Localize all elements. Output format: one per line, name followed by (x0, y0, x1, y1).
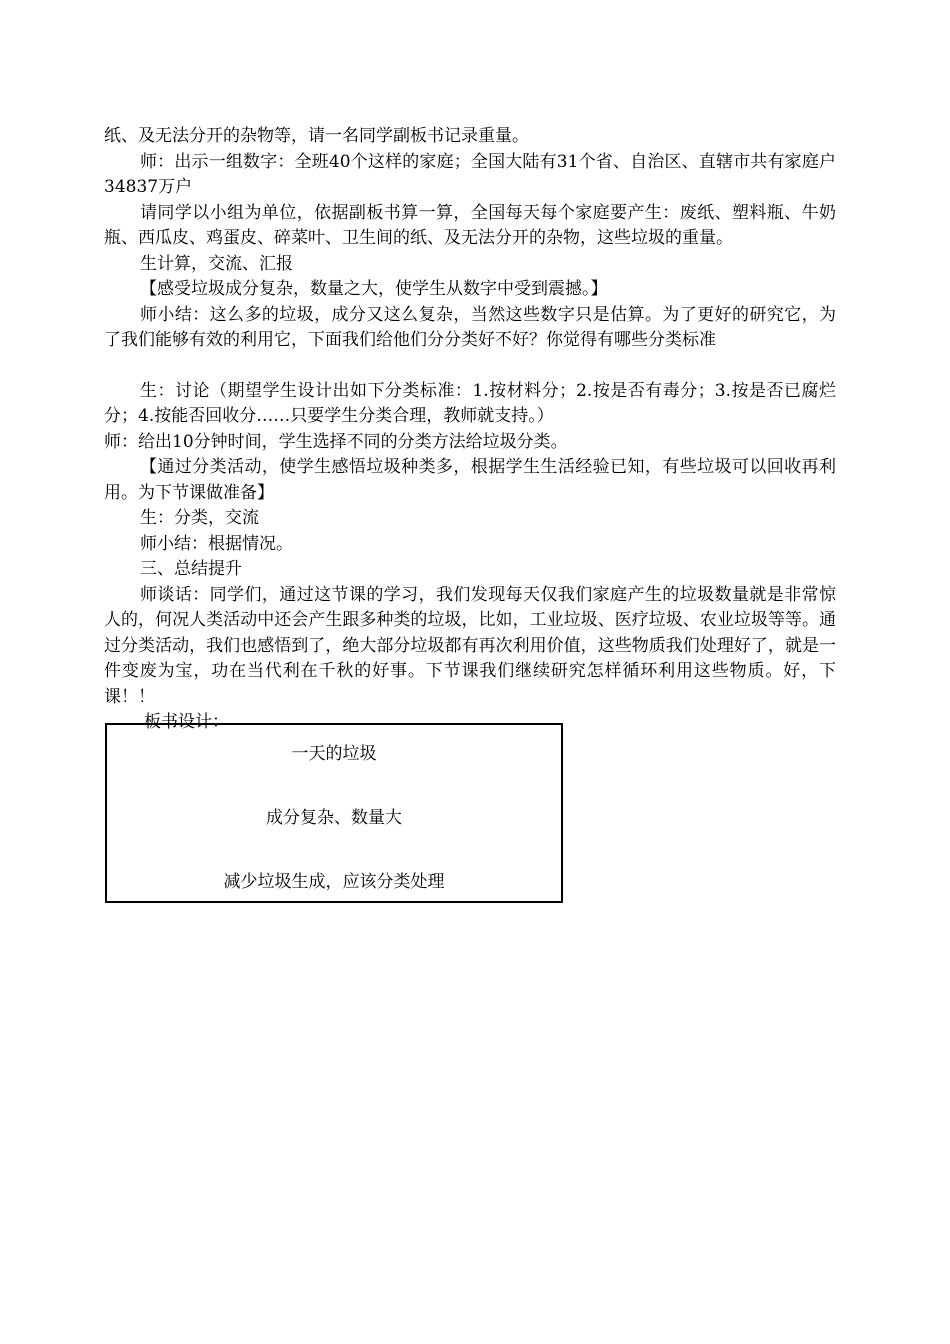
board-line-3: 减少垃圾生成，应该分类处理 (223, 872, 445, 892)
paragraph: 请同学以小组为单位，依据副板书算一算，全国每天每个家庭要产生：废纸、塑料瓶、牛奶瓶、西瓜皮、鸡蛋皮、碎菜叶、卫生间的纸、及无法分开的杂物，这些垃圾的重量。 (104, 202, 836, 248)
section-heading: 三、总结提升 (140, 559, 242, 579)
paragraph: 生：分类，交流 (140, 508, 259, 528)
paragraph: 【感受垃圾成分复杂，数量之大，使学生从数字中受到震撼。】 (140, 279, 608, 299)
paragraph: 师谈话：同学们，通过这节课的学习，我们发现每天仅我们家庭产生的垃圾数量就是非常惊人的，何况人类活动中还会产生跟多种类的垃圾，比如，工业垃圾、医疗垃圾、农业垃圾等等。通过分类活动，我们也感悟到了，绝大部分垃圾都有再次利用价值，这些物质我们处理好了，就是一件变废为宝，功在当代利在千秋的好事。下节课我们继续研究怎样循环利用这些物质。好，下课！！ (104, 584, 836, 707)
paragraph: 生：讨论（期望学生设计出如下分类标准：1.按材料分；2.按是否有毒分；3.按是否已腐烂分；4.按能否回收分……只要学生分类合理，教师就支持。） (104, 380, 836, 426)
paragraph: 师：给出10分钟时间，学生选择不同的分类方法给垃圾分类。 (104, 431, 568, 452)
paragraph: 师小结：根据情况。 (140, 533, 293, 554)
blank-line (104, 354, 836, 379)
paragraph: 师小结：这么多的垃圾，成分又这么复杂，当然这些数字只是估算。为了更好的研究它，为了我们能够有效的利用它，下面我们给他们分分类好不好？你觉得有哪些分类标准 (104, 304, 836, 350)
paragraph: 师：出示一组数字：全班40个这样的家庭；全国大陆有31个省、自治区、直辖市共有家庭户34837万户 (104, 151, 836, 197)
paragraph: 【通过分类活动，使学生感悟垃圾种类多，根据学生生活经验已知，有些垃圾可以回收再利用。为下节课做准备】 (104, 457, 836, 503)
paragraph: 生计算，交流、汇报 (140, 253, 293, 274)
board-design-box (105, 723, 563, 903)
board-line-2: 成分复杂、数量大 (266, 808, 402, 828)
board-line-title: 一天的垃圾 (291, 744, 377, 764)
board-design-label: 板书设计： (144, 712, 229, 732)
document-body (104, 124, 836, 736)
paragraph: 纸、及无法分开的杂物等，请一名同学副板书记录重量。 (104, 126, 529, 146)
